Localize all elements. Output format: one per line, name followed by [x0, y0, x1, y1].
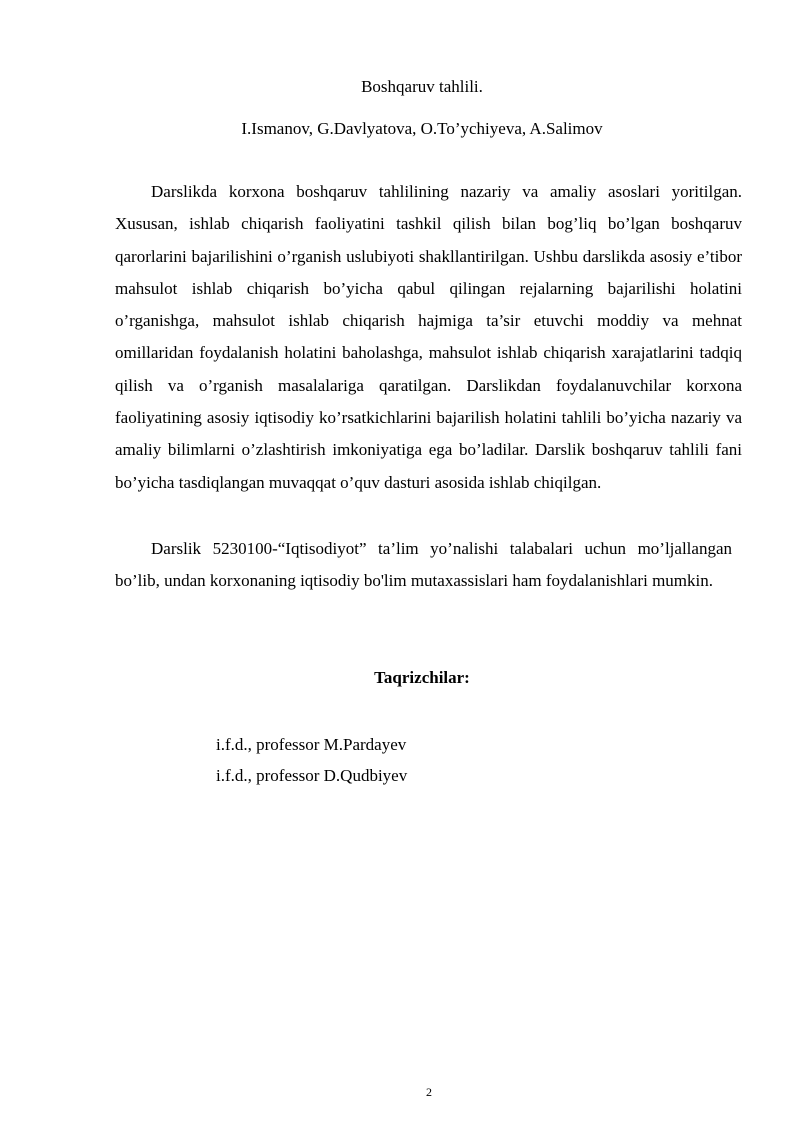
reviewers-heading: Taqrizchilar: — [374, 668, 470, 687]
reviewer-item: i.f.d., professor D.Qudbiyev — [216, 766, 408, 785]
audience-paragraph: Darslik 5230100-“Iqtisodiyot” ta’lim yo’nalishi talabalari uchun mo’ljallangan bo’lib, undan korxonaning iqtisodiy bo'lim mutaxassislari ham foydalanishlari mumkin. — [115, 539, 732, 591]
authors-line: I.Ismanov, G.Davlyatova, O.To’ychiyeva, A.Salimov — [241, 119, 603, 138]
abstract-paragraph: Darslikda korxona boshqaruv tahlilining nazariy va amaliy asoslari yoritilgan. Xususan, ishlab chiqarish faoliyatini tashkil qilish bilan bog’liq bo’lgan boshqaruv qarorlarini bajarilishini o’rganish uslubiyoti shakllantirilgan. Ushbu darslikda asosiy e’tibor mahsulot ishlab chiqarish bo’yicha qabul qilingan rejalarning bajarilishi holatini o’rganishga, mahsulot ishlab chiqarish hajmiga ta’sir etuvchi moddiy va mehnat omillaridan foydalanish holatini baholashga, mahsulot ishlab chiqarish xarajatlarini tadqiq qilish va o’rganish masalalariga qaratilgan. Darslikdan foydalanuvchilar korxona faoliyatining asosiy iqtisodiy ko’rsatkichlarini bajarilish holatini tahlili bo’yicha nazariy va amaliy bilimlarni o’zlashtirish imkoniyatiga ega bo’ladilar. Darslik boshqaruv tahlili fani bo’yicha tasdiqlangan muvaqqat o’quv dasturi asosida ishlab chiqilgan. — [115, 182, 742, 492]
reviewer-item: i.f.d., professor M.Pardayev — [216, 735, 407, 754]
page-number: 2 — [426, 1085, 432, 1099]
book-title: Boshqaruv tahlili. — [361, 77, 483, 96]
